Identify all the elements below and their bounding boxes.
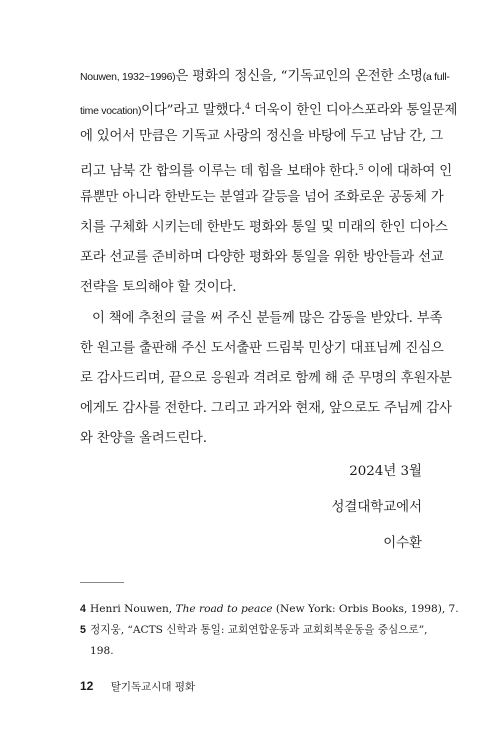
footnote-number: 4: [80, 603, 86, 615]
text-run: 이다”라고 말했다.: [141, 103, 246, 119]
text-line: [80, 153, 452, 183]
footnote: [80, 599, 459, 620]
footnote-separator: [80, 582, 124, 583]
footnote-line: [90, 599, 459, 620]
text-run: time vocation): [80, 105, 142, 118]
text-run: 은 평화의 정신을, “기독교인의 온전한 소명: [175, 69, 423, 84]
text-run: 전략을 토의해야 할 것이다.: [80, 280, 237, 296]
text-run: 리고 남북 간 합의를 이루는 데 힘을 보태야 한다.: [80, 163, 359, 179]
main-text: [80, 62, 458, 454]
text-line: 이 책에 추천의 글을 써 주신 분들께 많은 감동을 받았다. 부족: [92, 310, 443, 326]
text-run: 포라 선교를 준비하며 다양한 평화와 통일을 위한 방안들과 선교: [80, 250, 444, 266]
text-run: 이에 대하여 인: [363, 163, 452, 179]
page-number: 12: [80, 679, 94, 693]
text-run: 류뿐만 아니라 한반도는 분열과 갈등을 넘어 조화로운 공동체 가: [80, 189, 444, 205]
page-footer: [80, 679, 195, 694]
text-line: 에게도 감사를 전한다. 그리고 과거와 현재, 앞으로도 주님께 감사: [80, 401, 452, 417]
text-line: [80, 62, 450, 92]
text-run: 더욱이 한인 디아스포라와 통일문제: [249, 103, 458, 119]
footnote-text: The road to peace: [175, 603, 273, 615]
signature-institution: 성결대학교에서: [331, 500, 422, 515]
footnote: [80, 620, 428, 662]
text-run: 에 있어서 만큼은 기독교 사랑의 정신을 바탕에 두고 남남 간, 그: [80, 129, 444, 145]
signature-block: [331, 454, 422, 562]
footnote-ref: 5: [358, 162, 364, 172]
footnote-text: (New York: Orbis Books, 1998), 7.: [272, 603, 459, 615]
signature-date: 2024년 3월: [349, 464, 422, 479]
running-title: 탈기독교시대 평화: [110, 681, 196, 693]
paragraph-2: [80, 304, 452, 455]
footnote-text: 198.: [90, 645, 114, 657]
text-line: 한 원고를 출판해 주신 도서출판 드림북 민상기 대표님께 진심으: [80, 340, 444, 356]
signature-author: 이수환: [383, 536, 422, 551]
text-line: 와 찬양을 올려드린다.: [80, 431, 207, 447]
text-line: [80, 122, 444, 152]
footnote-line: [90, 620, 428, 641]
footnote-ref: 4: [245, 102, 250, 112]
text-line: [80, 183, 444, 213]
text-run: Nouwen, 1932~1996): [80, 71, 176, 83]
footnote-number: 5: [80, 624, 86, 636]
text-line: 로 감사드리며, 끝으로 응원과 격려로 함께 해 준 무명의 후원자분: [80, 370, 452, 386]
footnote-line: [90, 641, 425, 662]
footnote-text: 정지웅, “ACTS 신학과 통일: 교회연합운동과 교회회복운동을 중심으로”,: [90, 624, 428, 636]
text-line: [80, 243, 444, 273]
text-line: [80, 273, 422, 303]
footnote-text: Henri Nouwen,: [90, 603, 176, 615]
text-run: (a full-: [422, 71, 450, 83]
text-line: [80, 92, 458, 122]
text-run: 치를 구체화 시키는데 한반도 평화와 통일 및 미래의 한인 디아스: [80, 219, 448, 235]
text-line: [80, 213, 448, 243]
footnotes: [80, 599, 459, 662]
paragraph-1: [80, 62, 458, 304]
